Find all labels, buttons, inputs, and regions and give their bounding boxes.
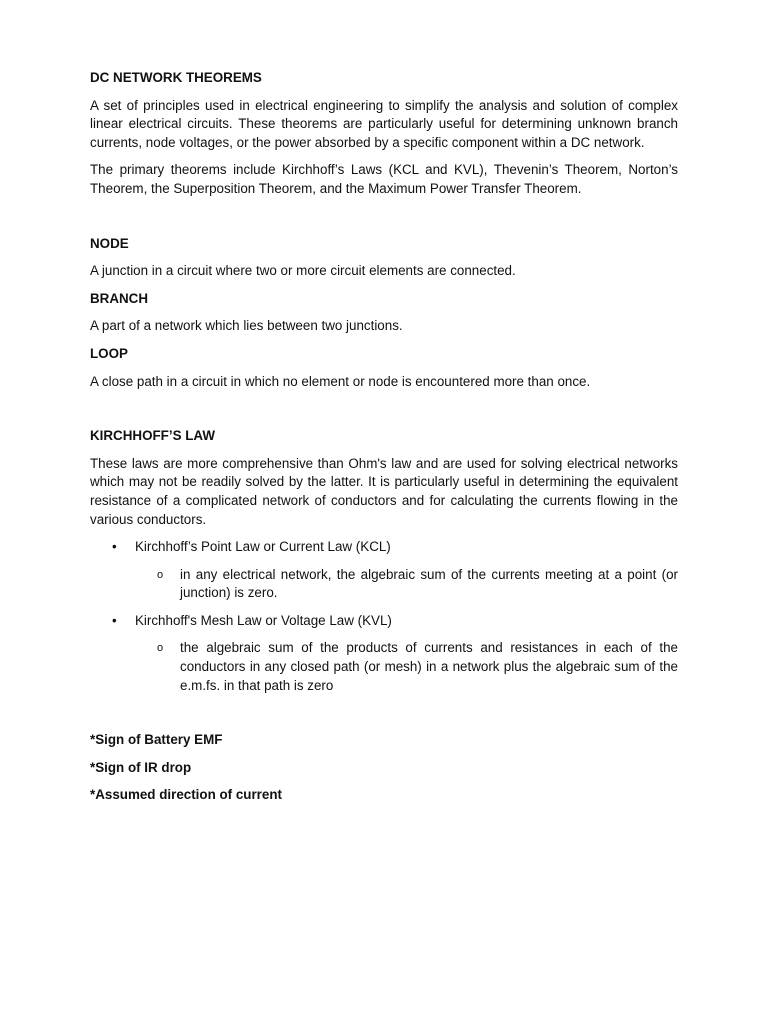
definition-node: A junction in a circuit where two or more circuit elements are connected.: [90, 263, 516, 279]
law-name-kvl: Kirchhoff's Mesh Law or Voltage Law (KVL): [135, 612, 392, 628]
kirchhoff-paragraph: These laws are more comprehensive than Ohm's law and are used for solving electrical networks which may not be readily solved by the latter. It is particularly useful in determining the equivalent resistance of a complicated network of conductors and for calculating the currents flowing in the various conductors.: [90, 455, 678, 527]
list-item-kcl: [90, 538, 678, 603]
bullet-icon: •: [112, 539, 117, 555]
term-node: NODE: [90, 235, 129, 251]
term-branch: BRANCH: [90, 290, 149, 306]
kirchhoff-laws-list: [90, 538, 678, 695]
bullet-row-kcl: [90, 538, 678, 557]
sub-item-kvl: [90, 639, 678, 695]
sub-bullet-icon: o: [157, 568, 164, 581]
law-detail-kcl: in any electrical network, the algebraic sum of the currents meeting at a point (or junction) is zero.: [180, 566, 678, 601]
section-title-dc-network-theorems: DC NETWORK THEOREMS: [90, 70, 262, 85]
definition-branch: A part of a network which lies between two junctions.: [90, 318, 403, 334]
bullet-row-kvl: [90, 612, 678, 631]
sub-item-kcl: [90, 566, 678, 603]
bullet-icon: •: [112, 612, 117, 628]
list-item-kvl: [90, 612, 678, 695]
definition-loop: A close path in a circuit in which no element or node is encountered more than once.: [90, 373, 591, 389]
law-name-kcl: Kirchhoff’s Point Law or Current Law (KCL): [135, 539, 391, 555]
primary-theorems-paragraph: The primary theorems include Kirchhoff’s Laws (KCL and KVL), Thevenin’s Theorem, Norton’s Theorem, the Superposition Theorem, and the Maximum Power Transfer Theorem.: [90, 162, 678, 196]
intro-paragraph: A set of principles used in electrical engineering to simplify the analysis and solution of complex linear electrical circuits. These theorems are particularly useful for determining unknown branch currents, node voltages, or the power absorbed by a specific component within a DC network.: [90, 97, 678, 150]
note-current-direction: *Assumed direction of current: [90, 787, 282, 803]
law-detail-kvl: the algebraic sum of the products of currents and resistances in each of the conductors in any closed path (or mesh) in a network plus the algebraic sum of the e.m.fs. in that path is zero: [180, 640, 678, 693]
term-loop: LOOP: [90, 345, 128, 361]
sub-bullet-icon: o: [157, 642, 164, 655]
section-title-kirchhoffs-law: KIRCHHOFF’S LAW: [90, 428, 215, 444]
note-ir-drop-sign: *Sign of IR drop: [90, 759, 192, 775]
note-battery-emf-sign: *Sign of Battery EMF: [90, 732, 223, 748]
